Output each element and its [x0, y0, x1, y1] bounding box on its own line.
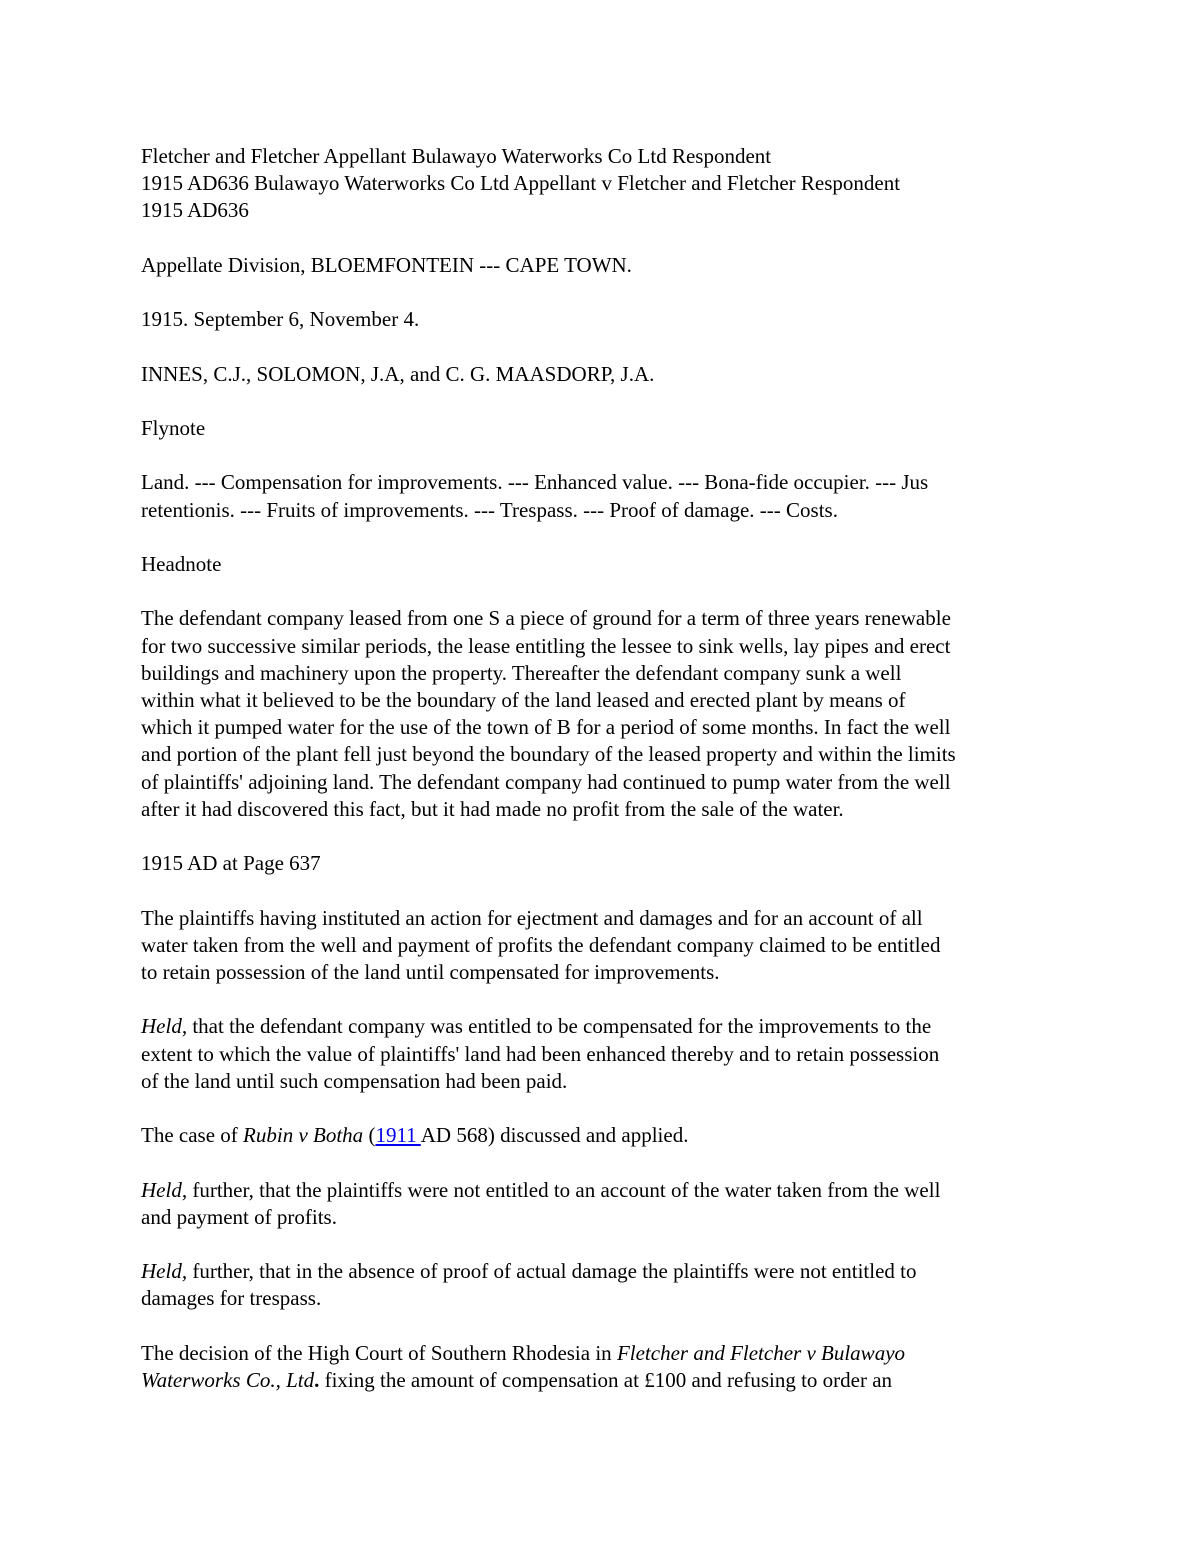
headnote-paragraph-1 — [141, 605, 1061, 823]
held-label: Held, — [141, 1177, 188, 1202]
held-label: Held, — [141, 1014, 188, 1039]
decision-case-name: Fletcher and Fletcher v Bulawayo — [616, 1340, 906, 1365]
decision-prefix: The decision of the High Court of Southern Rhodesia in — [141, 1340, 617, 1365]
flynote-heading: Flynote — [141, 415, 206, 440]
decision-paragraph — [141, 1340, 1061, 1394]
held-line — [141, 1258, 1061, 1285]
held-paragraph-2 — [141, 1177, 1061, 1231]
decision-case-name-cont: Waterworks Co., Ltd — [141, 1367, 315, 1392]
case-name: Rubin v Botha — [243, 1123, 364, 1148]
case-title-block — [141, 143, 1061, 225]
flynote-line: retentionis. --- Fruits of improvements. --- Trespass. --- Proof of damage. --- Costs. — [141, 497, 838, 522]
held-text: further, that the plaintiffs were not entitled to an account of the water taken from the well — [187, 1177, 941, 1202]
headnote-line: buildings and machinery upon the property. Thereafter the defendant company sunk a well — [141, 660, 902, 685]
case-reference-paragraph — [141, 1122, 1061, 1149]
held-line — [141, 1177, 1061, 1204]
headnote-line: of plaintiffs' adjoining land. The defendant company had continued to pump water from the well — [141, 769, 951, 794]
held-paragraph-1 — [141, 1013, 1061, 1095]
held-line: of the land until such compensation had been paid. — [141, 1068, 568, 1093]
page-reference: 1915 AD at Page 637 — [141, 851, 321, 876]
headnote-line: and portion of the plant fell just beyond the boundary of the leased property and within the limits — [141, 742, 956, 767]
case-reference-suffix: AD 568) discussed and applied. — [420, 1123, 689, 1148]
headnote-line: water taken from the well and payment of profits the defendant company claimed to be entitled — [141, 932, 941, 957]
headnote-line: within what it believed to be the boundary of the land leased and erected plant by means of — [141, 687, 906, 712]
document-body — [141, 143, 1061, 1394]
flynote-text — [141, 469, 1061, 523]
headnote-paragraph-2 — [141, 905, 1061, 987]
citation-link[interactable]: 1911 — [375, 1123, 421, 1148]
held-text: further, that in the absence of proof of actual damage the plaintiffs were not entitled to — [187, 1259, 917, 1284]
held-text: that the defendant company was entitled to be compensated for the improvements to the — [187, 1014, 932, 1039]
held-line — [141, 1013, 1061, 1040]
case-title-line-2: 1915 AD636 Bulawayo Waterworks Co Ltd Appellant v Fletcher and Fletcher Respondent — [141, 171, 901, 196]
held-line: extent to which the value of plaintiffs' land had been enhanced thereby and to retain possession — [141, 1041, 940, 1066]
judges: INNES, C.J., SOLOMON, J.A, and C. G. MAASDORP, J.A. — [141, 361, 655, 386]
headnote-line: for two successive similar periods, the lease entitling the lessee to sink wells, lay pipes and erect — [141, 633, 951, 658]
case-citation: 1915 AD636 — [141, 198, 249, 223]
held-paragraph-3 — [141, 1258, 1061, 1312]
open-paren: ( — [363, 1123, 376, 1148]
headnote-line: The defendant company leased from one S a piece of ground for a term of three years renewable — [141, 606, 951, 631]
case-reference-line — [141, 1122, 1061, 1149]
headnote-line: to retain possession of the land until compensated for improvements. — [141, 959, 720, 984]
case-title-line-1: Fletcher and Fletcher Appellant Bulawayo Waterworks Co Ltd Respondent — [141, 144, 772, 168]
decision-period: . — [314, 1367, 320, 1392]
decision-text: fixing the amount of compensation at £100 and refusing to order an — [319, 1367, 893, 1392]
decision-line — [141, 1367, 1061, 1394]
headnote-line: The plaintiffs having instituted an action for ejectment and damages and for an account of all — [141, 905, 923, 930]
held-line: and payment of profits. — [141, 1204, 337, 1229]
decision-line — [141, 1340, 1061, 1367]
case-reference-prefix: The case of — [141, 1123, 244, 1148]
held-label: Held, — [141, 1259, 188, 1284]
headnote-line: after it had discovered this fact, but it had made no profit from the sale of the water. — [141, 796, 844, 821]
headnote-line: which it pumped water for the use of the town of B for a period of some months. In fact the well — [141, 715, 951, 740]
court-name: Appellate Division, BLOEMFONTEIN --- CAPE TOWN. — [141, 252, 632, 277]
flynote-line: Land. --- Compensation for improvements. --- Enhanced value. --- Bona-fide occupier. --- Jus — [141, 470, 929, 495]
hearing-dates: 1915. September 6, November 4. — [141, 307, 420, 332]
held-line: damages for trespass. — [141, 1286, 322, 1311]
headnote-heading: Headnote — [141, 551, 222, 576]
